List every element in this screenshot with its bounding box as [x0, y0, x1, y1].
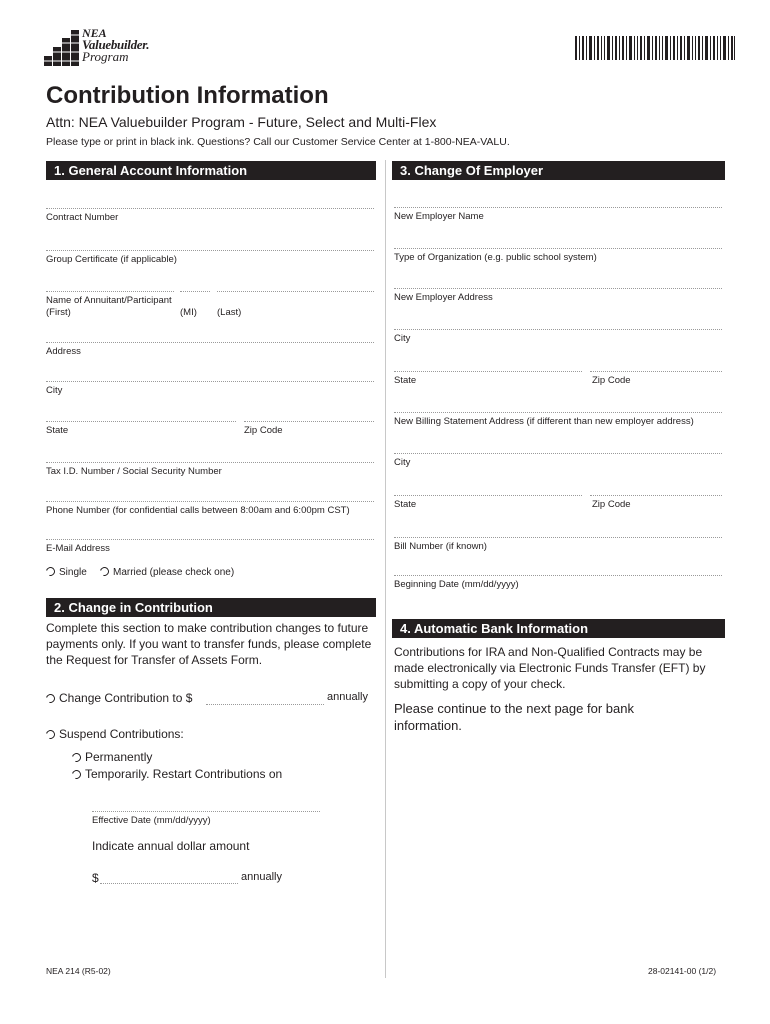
new-employer-name-field[interactable]	[394, 207, 722, 208]
annually-label-2: annually	[241, 871, 282, 883]
employer-state-label: State	[394, 375, 417, 386]
employer-city-field[interactable]	[394, 329, 722, 330]
dollar-sign: $	[92, 871, 99, 885]
temporarily-radio[interactable]	[72, 767, 282, 781]
employer-zip-field[interactable]	[590, 371, 722, 372]
type-org-field[interactable]	[394, 248, 722, 249]
married-radio[interactable]	[100, 567, 234, 578]
last-label: (Last)	[217, 307, 242, 318]
indicate-label: Indicate annual dollar amount	[92, 839, 250, 853]
page-title: Contribution Information	[46, 82, 329, 109]
bill-number-field[interactable]	[394, 537, 722, 538]
effective-date-label: Effective Date (mm/dd/yyyy)	[92, 815, 211, 826]
first-name-field[interactable]	[46, 291, 174, 292]
employer-state-field[interactable]	[394, 371, 582, 372]
address-label: Address	[46, 346, 81, 357]
instructions: Please type or print in black ink. Questions? Call our Customer Service Center at 1-800-NEA-VALU.	[46, 136, 510, 148]
logo-valuebuilder: Valuebuilder.	[82, 37, 150, 52]
billing-address-label: New Billing Statement Address (if different than new employer address)	[394, 416, 694, 427]
permanently-radio[interactable]	[72, 750, 152, 764]
radio-icon	[70, 768, 82, 780]
state-field[interactable]	[46, 421, 236, 422]
billing-address-field[interactable]	[394, 412, 722, 413]
city-field[interactable]	[46, 381, 374, 382]
change-amount-field[interactable]	[206, 704, 324, 705]
suspend-radio[interactable]	[46, 727, 184, 741]
annual-amount-field[interactable]	[100, 883, 238, 884]
billing-state-field[interactable]	[394, 495, 582, 496]
email-label: E-Mail Address	[46, 543, 110, 554]
page-subtitle: Attn: NEA Valuebuilder Program - Future, Select and Multi-Flex	[46, 114, 437, 130]
new-employer-address-label: New Employer Address	[394, 292, 493, 303]
beginning-date-label: Beginning Date (mm/dd/yyyy)	[394, 579, 519, 590]
section1-header: 1. General Account Information	[46, 161, 376, 180]
change-contribution-label: Change Contribution to $	[59, 691, 193, 705]
section4-continue: Please continue to the next page for bank information.	[394, 701, 634, 733]
permanently-label: Permanently	[85, 750, 153, 764]
section2-intro: Complete this section to make contribution changes to future payments only. If you want to transfer funds, please complete the Request for Transfer of Assets Form.	[46, 621, 372, 667]
section2-header: 2. Change in Contribution	[46, 598, 376, 617]
logo-program: Program	[82, 49, 129, 64]
zip-field[interactable]	[244, 421, 374, 422]
section3-header: 3. Change Of Employer	[392, 161, 725, 180]
effective-date-field[interactable]	[92, 811, 320, 812]
radio-icon	[98, 565, 110, 577]
single-radio[interactable]	[46, 567, 87, 578]
form-id: NEA 214 (R5-02)	[46, 966, 111, 976]
state-label: State	[46, 425, 69, 436]
first-label: (First)	[46, 307, 71, 318]
billing-city-field[interactable]	[394, 453, 722, 454]
phone-field[interactable]	[46, 501, 374, 502]
temporarily-label: Temporarily. Restart Contributions on	[85, 767, 283, 781]
phone-label: Phone Number (for confidential calls between 8:00am and 6:00pm CST)	[46, 505, 350, 516]
section4-text: Contributions for IRA and Non-Qualified Contracts may be made electronically via Electronic Funds Transfer (EFT) by submitting a copy of your check.	[394, 645, 706, 691]
group-certificate-label: Group Certificate (if applicable)	[46, 254, 177, 265]
address-field[interactable]	[46, 342, 374, 343]
contract-number-field[interactable]	[46, 208, 374, 209]
radio-icon	[44, 565, 56, 577]
tax-id-label: Tax I.D. Number / Social Security Number	[46, 466, 222, 477]
nea-valuebuilder-logo	[82, 27, 149, 63]
single-label: Single	[59, 567, 87, 578]
change-contribution-radio[interactable]	[46, 691, 192, 705]
new-employer-address-field[interactable]	[394, 288, 722, 289]
annually-label: annually	[327, 691, 368, 703]
radio-icon	[70, 751, 82, 763]
name-label: Name of Annuitant/Participant	[46, 295, 172, 306]
radio-icon	[44, 728, 56, 740]
employer-zip-label: Zip Code	[592, 375, 631, 386]
mi-label: (MI)	[180, 307, 197, 318]
form-code: 28-02141-00 (1/2)	[648, 966, 717, 976]
email-field[interactable]	[46, 539, 374, 540]
billing-state-label: State	[394, 499, 417, 510]
column-divider	[385, 160, 386, 978]
nea-logo-steps-icon	[44, 30, 80, 66]
group-certificate-field[interactable]	[46, 250, 374, 251]
suspend-label: Suspend Contributions:	[59, 727, 184, 741]
city-label: City	[46, 385, 63, 396]
middle-initial-field[interactable]	[180, 291, 210, 292]
radio-icon	[44, 692, 56, 704]
logo-nea: NEA	[82, 26, 107, 40]
billing-city-label: City	[394, 457, 411, 468]
married-label: Married (please check one)	[113, 567, 235, 578]
section4-header: 4. Automatic Bank Information	[392, 619, 725, 638]
tax-id-field[interactable]	[46, 462, 374, 463]
contract-number-label: Contract Number	[46, 212, 119, 223]
last-name-field[interactable]	[217, 291, 374, 292]
barcode-icon	[575, 36, 735, 60]
employer-city-label: City	[394, 333, 411, 344]
zip-label: Zip Code	[244, 425, 283, 436]
billing-zip-field[interactable]	[590, 495, 722, 496]
billing-zip-label: Zip Code	[592, 499, 631, 510]
bill-number-label: Bill Number (if known)	[394, 541, 487, 552]
type-org-label: Type of Organization (e.g. public school system)	[394, 252, 597, 263]
new-employer-name-label: New Employer Name	[394, 211, 484, 222]
beginning-date-field[interactable]	[394, 575, 722, 576]
